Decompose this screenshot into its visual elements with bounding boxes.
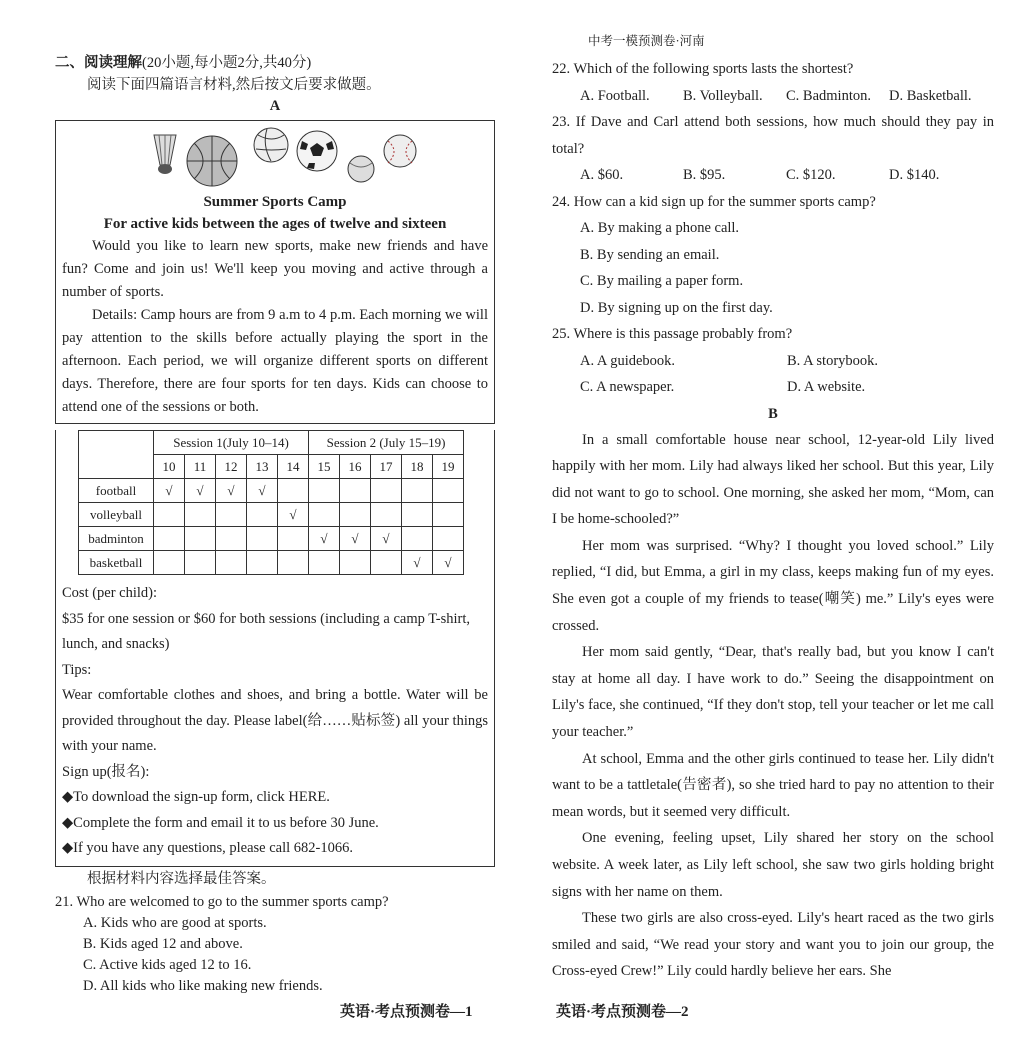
question-21-option[interactable]: C. Active kids aged 12 to 16. [83,956,252,973]
empty-cell [185,503,216,527]
check-cell: √ [371,527,402,551]
question-22-option[interactable]: A. Football. [580,87,650,104]
passage-b-paragraph: Her mom said gently, “Dear, that's really bad, but you know I can't stay at home all day. I have work to do.” Seeing the disappointment on Lily's face, she continued, “If they don't stop, tell your teacher or let me call your teacher.” [552,644,994,741]
check-cell: √ [309,527,340,551]
question-24-option[interactable]: A. By making a phone call. [580,220,740,236]
day-header-cell: 13 [247,455,278,479]
cost-label: Cost (per child): [62,585,158,601]
empty-cell [309,503,340,527]
empty-cell [340,551,371,575]
question-23-option[interactable]: D. $140. [889,167,940,183]
question-23-option[interactable]: C. $120. [786,167,836,183]
empty-cell [154,503,185,527]
question-21-option[interactable]: B. Kids aged 12 and above. [83,935,243,952]
right-page [552,56,994,985]
schedule-row [79,503,464,527]
left-footer: 英语·考点预测卷—1 [340,1004,473,1020]
question-25-options-row [552,374,994,401]
empty-cell [278,527,309,551]
passage-b-paragraph: One evening, feeling upset, Lily shared her story on the school website. A week later, as Lily left school, she saw two girls holding bright signs with her name on them. [552,830,994,900]
question-25-option[interactable]: A. A guidebook. [580,352,676,369]
schedule-corner-cell [79,431,154,479]
passage-b-paragraph: In a small comfortable house near school, 12-year-old Lily lived happily with her mom. Lily had always liked her school. But this year, Lily did not want to go to school. One morning, she asked her mom, “Mom, can I be home-schooled?” [552,431,994,528]
empty-cell [185,527,216,551]
question-22-stem: 22. Which of the following sports lasts the shortest? [552,61,854,77]
question-25-option[interactable]: C. A newspaper. [580,379,675,395]
question-24-option[interactable]: B. By sending an email. [580,246,720,263]
schedule-row [79,479,464,503]
session1-header: Session 1(July 10–14) [154,431,309,455]
check-cell: √ [216,479,247,503]
day-header-cell: 16 [340,455,371,479]
section-heading: 二、阅读理解(20小题,每小题2分,共40分) [55,55,312,71]
signup-item: ◆If you have any questions, please call 682-1066. [62,840,354,856]
question-23-option[interactable]: A. $60. [580,167,624,183]
choose-instruction: 根据材料内容选择最佳答案。 [87,870,276,887]
day-header-cell: 19 [433,455,464,479]
question-22-option[interactable]: B. Volleyball. [683,87,763,104]
camp-ad-box [55,120,495,424]
reading-instruction: 阅读下面四篇语言材料,然后按文后要求做题。 [87,77,381,93]
empty-cell [340,503,371,527]
sports-balls-illustration [62,121,488,191]
camp-details: Details: Camp hours are from 9 a.m to 4 p.m. Each morning we will pay attention to the skills before actually playing the sport in the afternoon. Each period, we will organize different sports on different days. Therefore, there are four sports for ten days. Kids can choose to attend one of the sessions or both. [62,307,488,415]
question-24-option[interactable]: C. By mailing a paper form. [580,273,744,289]
question-22-options [552,83,994,110]
empty-cell [433,479,464,503]
camp-ad-box-lower [55,430,495,867]
empty-cell [371,479,402,503]
right-footer: 英语·考点预测卷—2 [556,1004,689,1020]
day-header-cell: 18 [402,455,433,479]
sports-balls-icon [62,121,490,191]
question-21-option[interactable]: A. Kids who are good at sports. [83,914,267,931]
day-header-cell: 17 [371,455,402,479]
sport-label: badminton [79,527,154,551]
question-23-stem: 23. If Dave and Carl attend both sessions, how much should they pay in total? [552,114,994,157]
schedule-row [79,527,464,551]
schedule-row [79,551,464,575]
question-21-option[interactable]: D. All kids who like making new friends. [83,977,323,994]
schedule-header-row [79,431,464,455]
check-cell: √ [433,551,464,575]
question-22-option[interactable]: C. Badminton. [786,87,871,104]
empty-cell [278,479,309,503]
question-25-stem: 25. Where is this passage probably from? [552,326,793,342]
empty-cell [216,527,247,551]
question-22-option[interactable]: D. Basketball. [889,87,972,104]
question-21-stem: 21. Who are welcomed to go to the summer sports camp? [55,893,389,910]
tips-text: Wear comfortable clothes and shoes, and bring a bottle. Water will be provided throughout the day. Please label(给……贴标签) all your things with your name. [62,687,488,754]
day-header-cell: 15 [309,455,340,479]
question-25-option[interactable]: D. A website. [787,379,866,395]
check-cell: √ [402,551,433,575]
signup-item: ◆Complete the form and email it to us before 30 June. [62,814,379,831]
signup-item: ◆To download the sign-up form, click HERE. [62,789,330,805]
question-25-options-row [552,348,994,375]
sport-label: football [79,479,154,503]
session2-header: Session 2 (July 15–19) [309,431,464,455]
empty-cell [216,503,247,527]
passage-b-letter: B [768,405,778,422]
check-cell: √ [247,479,278,503]
schedule-table [78,430,464,575]
empty-cell [433,503,464,527]
question-25-option[interactable]: B. A storybook. [787,352,879,369]
camp-title: Summer Sports Camp [203,194,347,210]
passage-b-paragraph: At school, Emma and the other girls continued to tease her. Lily didn't want to be a tattletale(告密者), so she tried hard to pay no attention to their mean words, but it seemed very difficult. [552,750,994,820]
passage-b-paragraph: These two girls are also cross-eyed. Lily's heart raced as the two girls smiled and said, “We read your story and want you to join our group, the Cross-eyed Crew!” Lily could hardly believe her ears. She [552,910,994,980]
passage-a-letter: A [269,98,281,114]
empty-cell [402,479,433,503]
day-header-cell: 11 [185,455,216,479]
empty-cell [402,527,433,551]
empty-cell [154,527,185,551]
empty-cell [340,479,371,503]
day-header-cell: 10 [154,455,185,479]
empty-cell [433,527,464,551]
sport-label: volleyball [79,503,154,527]
empty-cell [216,551,247,575]
question-24-stem: 24. How can a kid sign up for the summer sports camp? [552,193,876,210]
question-24-option[interactable]: D. By signing up on the first day. [580,299,773,316]
question-23-options [552,162,994,189]
empty-cell [185,551,216,575]
empty-cell [247,527,278,551]
empty-cell [154,551,185,575]
camp-intro: Would you like to learn new sports, make new friends and have fun? Come and join us! We'll keep you moving and active through a number of sports. [62,238,488,300]
empty-cell [278,551,309,575]
empty-cell [402,503,433,527]
tips-label: Tips: [62,661,92,678]
empty-cell [309,551,340,575]
day-header-cell: 12 [216,455,247,479]
left-page [55,52,495,997]
empty-cell [371,503,402,527]
cost-text: $35 for one session or $60 for both sessions (including a camp T-shirt, lunch, and snacks) [62,610,470,652]
check-cell: √ [340,527,371,551]
empty-cell [309,479,340,503]
page-header: 中考一模预测卷·河南 [588,34,705,48]
signup-label: Sign up(报名): [62,763,150,780]
empty-cell [247,503,278,527]
empty-cell [247,551,278,575]
question-23-option[interactable]: B. $95. [683,167,726,183]
sport-label: basketball [79,551,154,575]
empty-cell [371,551,402,575]
passage-b-paragraph: Her mom was surprised. “Why? I thought you loved school.” Lily replied, “I did, but Emma, a girl in my class, keeps making fun of my eyes. She even got a couple of my friends to tease(嘲笑) me.” Lily's eyes were crossed. [552,537,994,634]
check-cell: √ [185,479,216,503]
day-header-cell: 14 [278,455,309,479]
camp-subtitle: For active kids between the ages of twelve and sixteen [103,216,447,232]
check-cell: √ [154,479,185,503]
check-cell: √ [278,503,309,527]
schedule-body [79,479,464,575]
